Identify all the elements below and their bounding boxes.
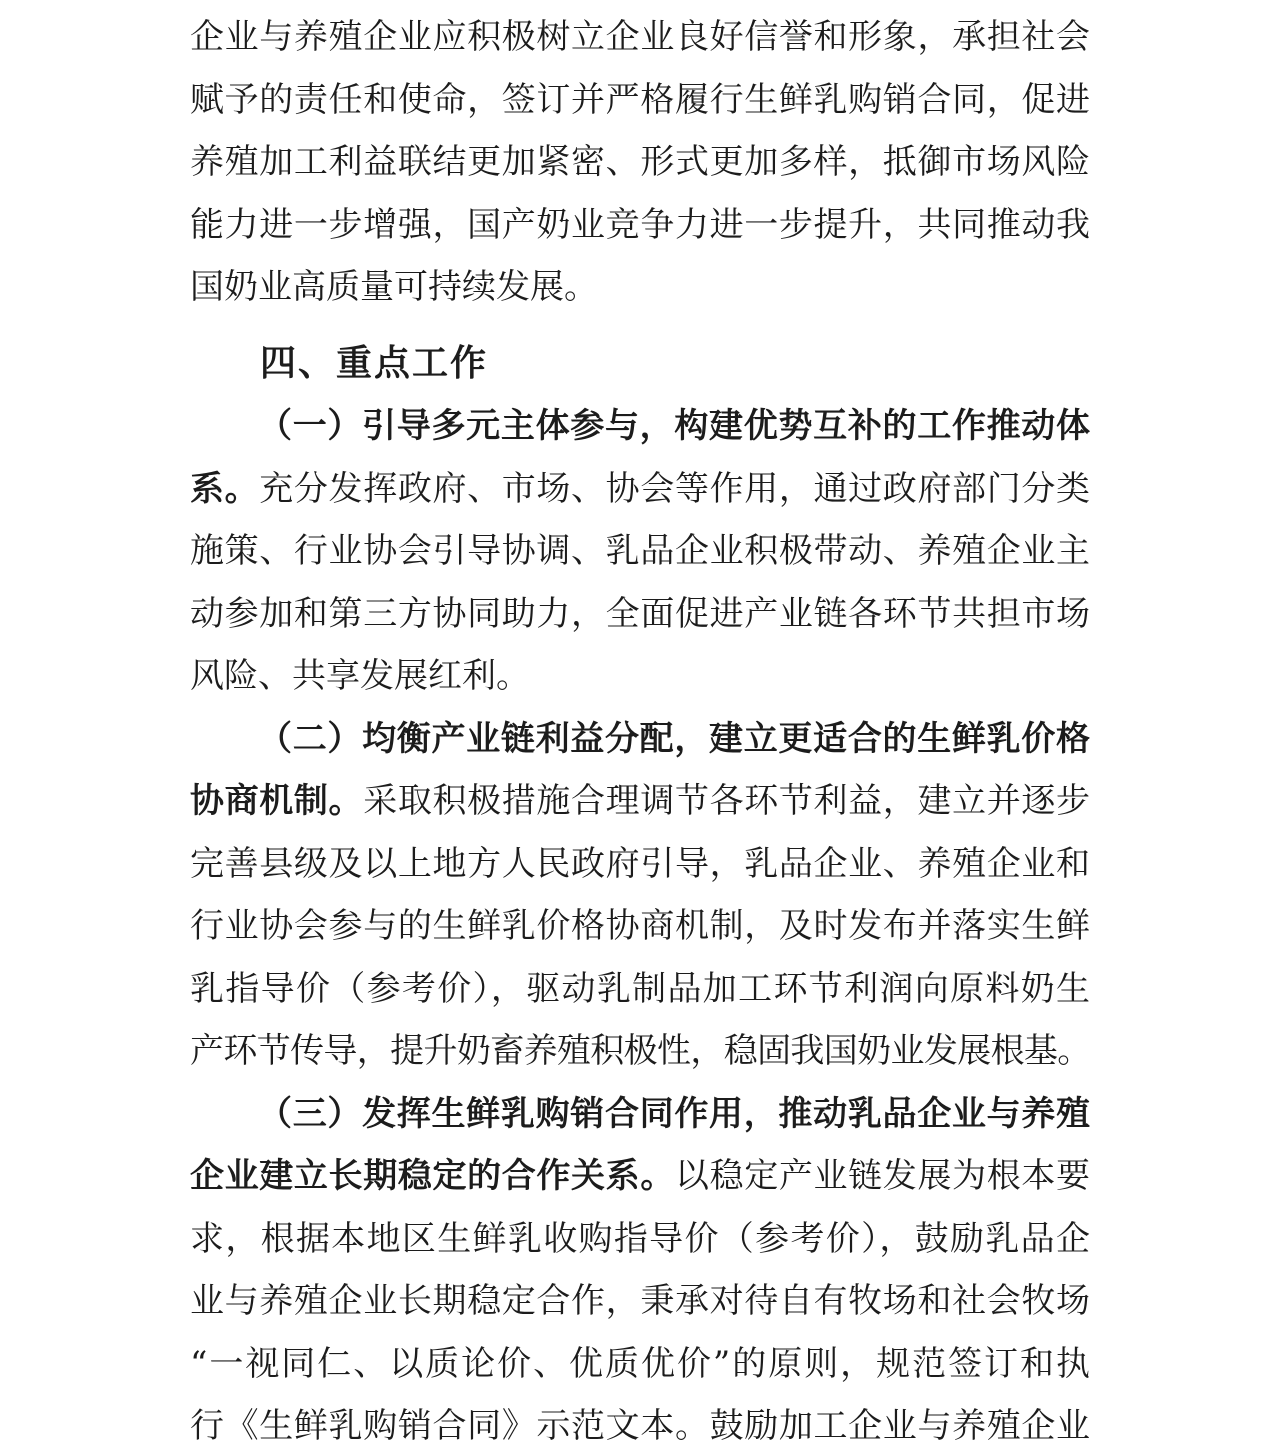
text-run: 完善县级及以上地方人民政府引导，乳品企业、养殖企业和	[190, 843, 1090, 884]
text-run: 产环节传导，提升奶畜养殖积极性，稳固我国奶业发展根基。	[190, 1031, 1090, 1071]
text-run: 以稳定产业链发展为根本要	[674, 1156, 1090, 1196]
text-run: 施策、行业协会引导协调、乳品企业积极带动、养殖企业主	[190, 531, 1090, 571]
text-run: 动参加和第三方协同助力，全面促进产业链各环节共担市场	[190, 593, 1090, 634]
text-run: 行业协会参与的生鲜乳价格协商机制，及时发布并落实生鲜	[190, 906, 1090, 946]
text-line	[190, 583, 1090, 646]
text-line	[190, 958, 1090, 1021]
text-line	[190, 645, 1090, 708]
bold-run: （三）发挥生鲜乳购销合同作用，推动乳品企业与养殖	[258, 1093, 1090, 1134]
bold-run: 企业建立长期稳定的合作关系。	[190, 1156, 675, 1196]
text-run: 乳指导价（参考价），驱动乳制品加工环节利润向原料奶生	[190, 968, 1090, 1009]
text-line	[190, 69, 1090, 132]
text-run: 采取积极措施合理调节各环节利益，建立并逐步	[363, 781, 1090, 821]
section-heading	[190, 333, 1090, 396]
text-line	[190, 6, 1090, 69]
text-line	[190, 833, 1090, 896]
text-run: 风险、共享发展红利。	[190, 656, 530, 696]
text-line	[190, 1270, 1090, 1333]
text-run: 充分发挥政府、市场、协会等作用，通过政府部门分类	[259, 468, 1090, 509]
paragraph-lead-line	[190, 1083, 1090, 1146]
text-run: 业与养殖企业长期稳定合作，秉承对待自有牧场和社会牧场	[190, 1281, 1090, 1321]
bold-run: 协商机制。	[190, 781, 364, 821]
paragraph-lead-line	[190, 708, 1090, 771]
text-line	[190, 1020, 1090, 1083]
text-line	[190, 256, 1090, 319]
bold-run: （一）引导多元主体参与，构建优势互补的工作推动体	[258, 406, 1090, 446]
text-line	[190, 770, 1090, 833]
text-run: 企业与养殖企业应积极树立企业良好信誉和形象，承担社会	[190, 17, 1090, 57]
text-line	[190, 131, 1090, 194]
paragraph-lead-line	[190, 395, 1090, 458]
heading-text: 四、重点工作	[260, 342, 489, 384]
text-run: 赋予的责任和使命，签订并严格履行生鲜乳购销合同，促进	[190, 79, 1090, 120]
text-line	[190, 520, 1090, 583]
text-line	[190, 1208, 1090, 1271]
text-line	[190, 1145, 1090, 1208]
text-run: 能力进一步增强，国产奶业竞争力进一步提升，共同推动我	[190, 204, 1090, 245]
text-run: 求，根据本地区生鲜乳收购指导价（参考价），鼓励乳品企	[190, 1218, 1090, 1259]
text-run: “一视同仁、以质论价、优质优价”的原则，规范签订和执	[190, 1343, 1090, 1384]
text-run: 行《生鲜乳购销合同》示范文本。鼓励加工企业与养殖企业	[190, 1406, 1090, 1446]
text-run: 养殖加工利益联结更加紧密、形式更加多样，抵御市场风险	[190, 142, 1090, 182]
text-line	[190, 1333, 1090, 1396]
text-run: 国奶业高质量可持续发展。	[190, 267, 598, 307]
text-line	[190, 1395, 1090, 1453]
text-line	[190, 458, 1090, 521]
bold-run: 系。	[190, 468, 260, 509]
text-line	[190, 895, 1090, 958]
bold-run: （二）均衡产业链利益分配，建立更适合的生鲜乳价格	[258, 718, 1090, 759]
text-block	[190, 6, 1090, 1453]
text-line	[190, 194, 1090, 257]
